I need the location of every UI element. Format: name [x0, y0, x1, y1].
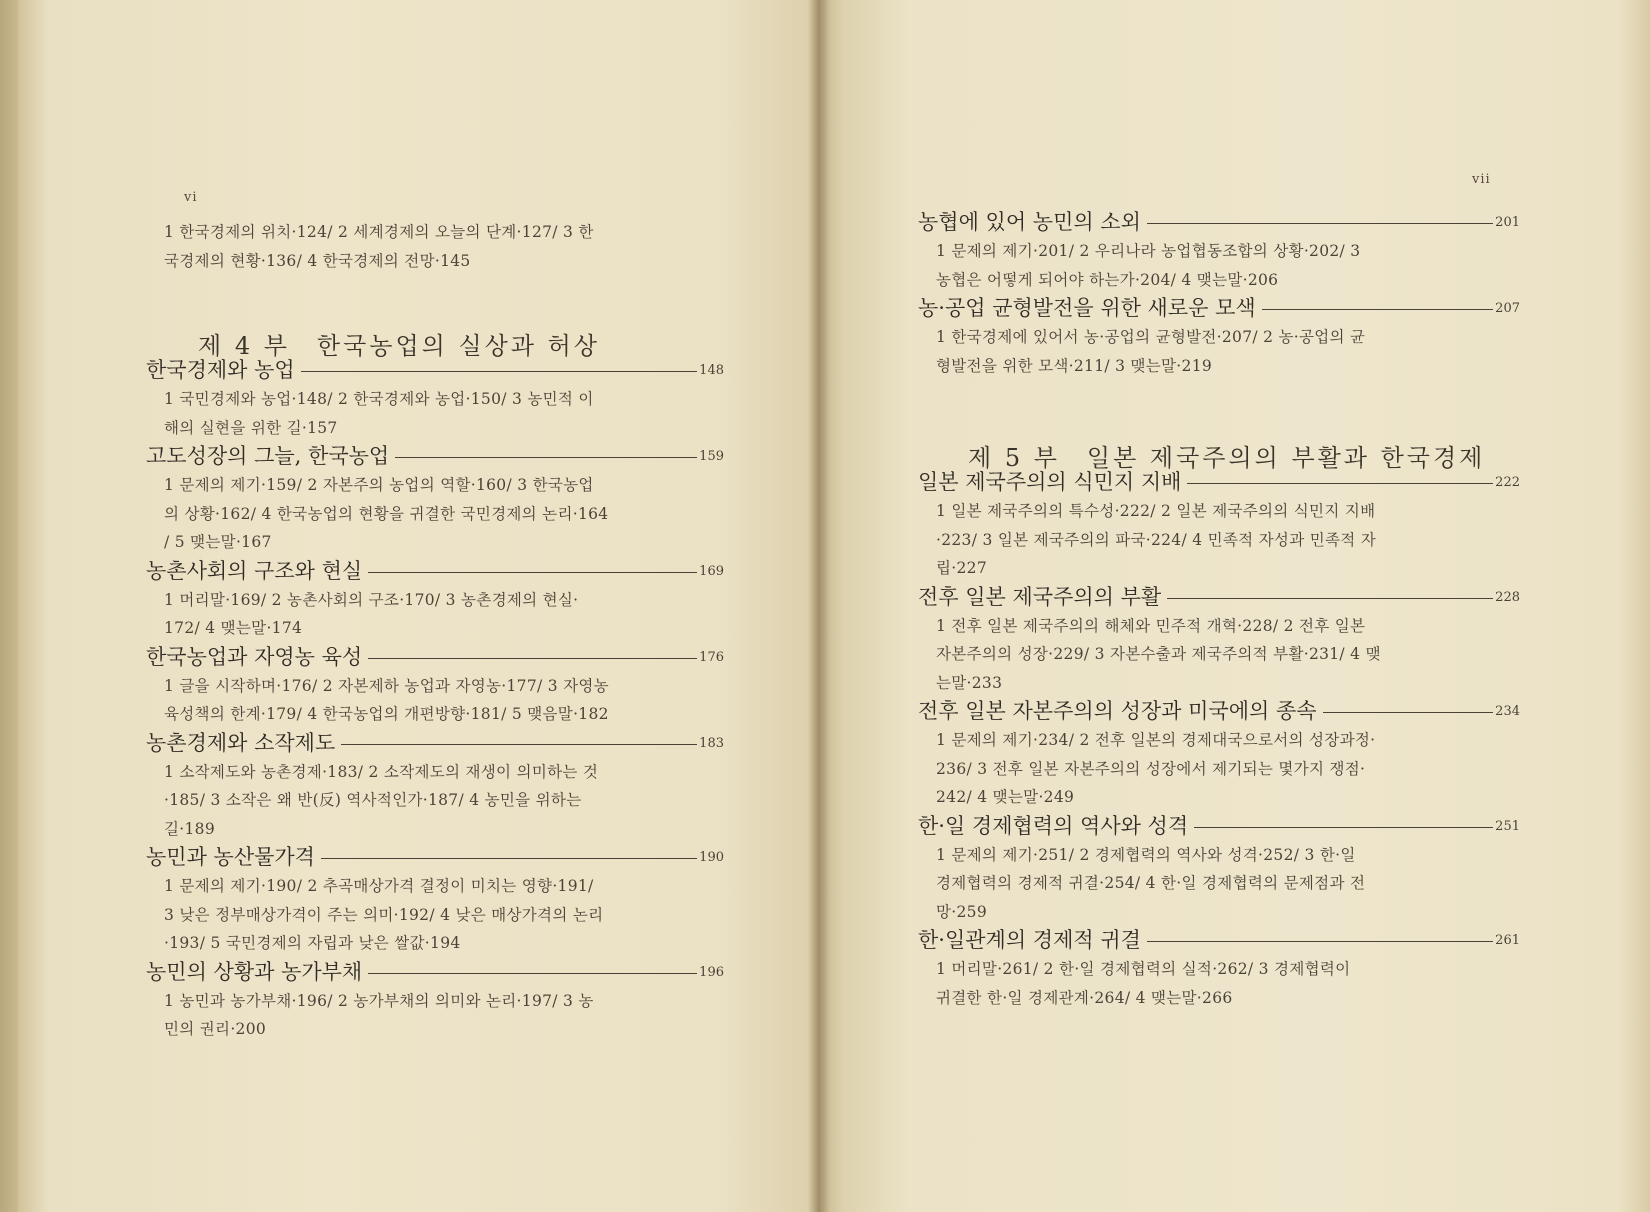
chapter-page: 196: [699, 964, 724, 980]
toc-subitem-line: 귀결한 한·일 경제관계·264/ 4 맺는말·266: [936, 988, 1233, 1007]
part-title-5: 제 5 부 일본 제국주의의 부활과 한국경제: [968, 444, 1486, 472]
chapter-title: 한국경제와 농업: [146, 358, 295, 382]
leader-line: [1194, 827, 1493, 828]
toc-subitems: [146, 872, 724, 958]
toc-subitems: [146, 758, 724, 844]
right-toc-top: [918, 208, 1520, 380]
toc-subitems: [146, 586, 724, 643]
leader-line: [368, 973, 697, 974]
leader-line: [321, 858, 697, 859]
toc-subitem-line: 의 상황·162/ 4 한국농업의 현황을 귀결한 국민경제의 논리·164: [164, 504, 609, 523]
toc-subitem-line: 민의 권리·200: [164, 1020, 267, 1038]
chapter-title: 농촌경제와 소작제도: [146, 730, 336, 755]
toc-chapter[interactable]: [146, 958, 724, 1044]
toc-subitems: [918, 323, 1520, 380]
toc-subitem-line: 3 낮은 정부매상가격이 주는 의미·192/ 4 낮은 매상가격의 논리: [164, 905, 604, 924]
toc-subitems: [918, 237, 1520, 294]
chapter-title: 농민과 농산물가격: [146, 845, 315, 869]
toc-chapter[interactable]: [146, 843, 724, 958]
toc-subitems: [146, 471, 724, 557]
left-toc-top: [146, 218, 724, 275]
toc-subitems: [918, 841, 1520, 927]
toc-subitems: [146, 987, 724, 1044]
chapter-title: 전후 일본 자본주의의 성장과 미국에의 종속: [918, 699, 1317, 723]
toc-chapter[interactable]: [918, 208, 1520, 294]
leader-line: [301, 371, 697, 372]
chapter-title: 한·일관계의 경제적 귀결: [918, 928, 1141, 952]
toc-subitem-line: 망·259: [936, 902, 987, 921]
chapter-page: 228: [1495, 589, 1520, 605]
toc-subitem-line: 1 한국경제에 있어서 농·공업의 균형발전·207/ 2 농·공업의 균: [936, 328, 1366, 346]
leader-line: [1323, 712, 1494, 713]
toc-subitem-line: 1 머리말·261/ 2 한·일 경제협력의 실적·262/ 3 경제협력이: [936, 960, 1351, 978]
leader-line: [368, 572, 697, 573]
toc-subitem-line: ·185/ 3 소작은 왜 반(反) 역사적인가·187/ 4 농민을 위하는: [164, 791, 582, 809]
toc-subitem-line: 경제협력의 경제적 귀결·254/ 4 한·일 경제협력의 문제점과 전: [936, 874, 1366, 892]
toc-chapter[interactable]: [918, 468, 1520, 583]
toc-chapter[interactable]: [918, 812, 1520, 927]
chapter-page: 207: [1495, 301, 1520, 316]
part-title-4: 제 4 부 한국농업의 실상과 허상: [198, 332, 600, 360]
leader-line: [1167, 598, 1493, 599]
chapter-page: 176: [699, 649, 724, 665]
toc-subitem-line: 는말·233: [936, 673, 1003, 692]
toc-chapter[interactable]: [146, 643, 724, 729]
page-number-right: vii: [1472, 172, 1491, 187]
toc-subitem-line: 1 농민과 농가부채·196/ 2 농가부채의 의미와 논리·197/ 3 농: [164, 991, 594, 1010]
book-spine-shadow: [808, 0, 830, 1212]
toc-subitem-line: 1 머리말·169/ 2 농촌사회의 구조·170/ 3 농촌경제의 현실·: [164, 590, 579, 609]
chapter-title: 농촌사회의 구조와 현실: [146, 558, 363, 583]
toc-subitem-line: ·193/ 5 국민경제의 자립과 낮은 쌀값·194: [164, 934, 461, 952]
toc-subitems: [146, 218, 724, 275]
toc-subitem-line: / 5 맺는말·167: [164, 533, 272, 551]
toc-subitem-line: 1 소작제도와 농촌경제·183/ 2 소작제도의 재생이 의미하는 것: [164, 762, 599, 781]
toc-subitems: [146, 385, 724, 442]
toc-subitem-line: 1 문제의 제기·201/ 2 우리나라 농업협동조합의 상황·202/ 3: [936, 242, 1361, 260]
toc-subitems: [918, 612, 1520, 698]
leader-line: [341, 744, 697, 745]
toc-chapter[interactable]: [146, 442, 724, 557]
toc-subitem-line: 국경제의 현황·136/ 4 한국경제의 전망·145: [164, 251, 471, 270]
toc-subitem-line: 육성책의 한계·179/ 4 한국농업의 개편방향·181/ 5 맺음말·182: [164, 705, 609, 723]
toc-chapter[interactable]: [918, 926, 1520, 1012]
toc-subitem-line: 242/ 4 맺는말·249: [936, 788, 1075, 806]
chapter-page: 234: [1495, 704, 1520, 719]
chapter-page: 159: [699, 449, 724, 464]
chapter-page: 222: [1495, 475, 1520, 490]
right-toc-chapters: [918, 468, 1520, 1012]
toc-subitem-line: 형발전을 위한 모색·211/ 3 맺는말·219: [936, 356, 1213, 375]
chapter-title: 전후 일본 제국주의의 부활: [918, 584, 1162, 609]
chapter-page: 148: [699, 363, 724, 378]
chapter-page: 261: [1495, 933, 1520, 948]
toc-subitem-line: 1 문제의 제기·234/ 2 전후 일본의 경제대국으로서의 성장과정·: [936, 731, 1376, 749]
chapter-title: 고도성장의 그늘, 한국농업: [146, 444, 390, 468]
toc-subitem-line: 해의 실현을 위한 길·157: [164, 418, 338, 437]
toc-chapter[interactable]: [918, 583, 1520, 698]
toc-subitems: [146, 672, 724, 729]
chapter-title: 일본 제국주의의 식민지 지배: [918, 470, 1182, 494]
left-toc-chapters: [146, 356, 724, 1044]
toc-chapter[interactable]: [146, 557, 724, 643]
toc-subitem-line: 1 국민경제와 농업·148/ 2 한국경제와 농업·150/ 3 농민적 이: [164, 390, 594, 408]
toc-chapter[interactable]: [918, 697, 1520, 812]
chapter-page: 183: [699, 735, 724, 751]
chapter-title: 한·일 경제협력의 역사와 성격: [918, 813, 1189, 838]
leader-line: [395, 457, 697, 458]
toc-subitems: [918, 726, 1520, 812]
chapter-title: 농·공업 균형발전을 위한 새로운 모색: [918, 296, 1256, 320]
leader-line: [1147, 223, 1493, 224]
chapter-title: 농협에 있어 농민의 소외: [918, 210, 1141, 234]
toc-subitem-line: 236/ 3 전후 일본 자본주의의 성장에서 제기되는 몇가지 쟁점·: [936, 759, 1366, 778]
toc-subitem-line: 1 한국경제의 위치·124/ 2 세계경제의 오늘의 단계·127/ 3 한: [164, 223, 594, 241]
toc-chapter[interactable]: [918, 294, 1520, 380]
toc-subitem-line: 농협은 어떻게 되어야 하는가·204/ 4 맺는말·206: [936, 270, 1279, 289]
toc-subitems: [918, 955, 1520, 1012]
toc-subitems: [918, 497, 1520, 583]
toc-chapter[interactable]: [146, 356, 724, 442]
chapter-page: 169: [699, 563, 724, 579]
chapter-title: 농민의 상황과 농가부채: [146, 959, 363, 984]
toc-subitem-line: 길·189: [164, 819, 215, 838]
toc-subitem-line: 1 문제의 제기·159/ 2 자본주의 농업의 역할·160/ 3 한국농업: [164, 476, 594, 494]
toc-subitem-line: 1 전후 일본 제국주의의 해체와 민주적 개혁·228/ 2 전후 일본: [936, 616, 1366, 635]
leader-line: [1147, 941, 1493, 942]
toc-chapter[interactable]: [146, 729, 724, 844]
leader-line: [368, 658, 697, 659]
toc-subitem-line: 1 일본 제국주의의 특수성·222/ 2 일본 제국주의의 식민지 지배: [936, 502, 1376, 520]
chapter-page: 201: [1495, 215, 1520, 230]
leader-line: [1187, 483, 1493, 484]
toc-subitem-line: 립·227: [936, 559, 987, 577]
toc-subitem-line: 자본주의의 성장·229/ 3 자본수출과 제국주의적 부활·231/ 4 맺: [936, 645, 1381, 663]
toc-subitem-line: 1 문제의 제기·190/ 2 추곡매상가격 결정이 미치는 영향·191/: [164, 877, 594, 895]
chapter-title: 한국농업과 자영농 육성: [146, 644, 363, 669]
chapter-page: 251: [1495, 818, 1520, 834]
chapter-page: 190: [699, 850, 724, 865]
toc-subitem-line: 172/ 4 맺는말·174: [164, 619, 303, 637]
leader-line: [1262, 309, 1494, 310]
toc-subitem-line: ·223/ 3 일본 제국주의의 파국·224/ 4 민족적 자성과 민족적 자: [936, 530, 1377, 549]
toc-subitem-line: 1 글을 시작하며·176/ 2 자본제하 농업과 자영농·177/ 3 자영농: [164, 676, 609, 695]
toc-subitem-line: 1 문제의 제기·251/ 2 경제협력의 역사와 성격·252/ 3 한·일: [936, 845, 1356, 864]
page-edge: [0, 0, 20, 1212]
page-number-left: vi: [184, 190, 198, 205]
